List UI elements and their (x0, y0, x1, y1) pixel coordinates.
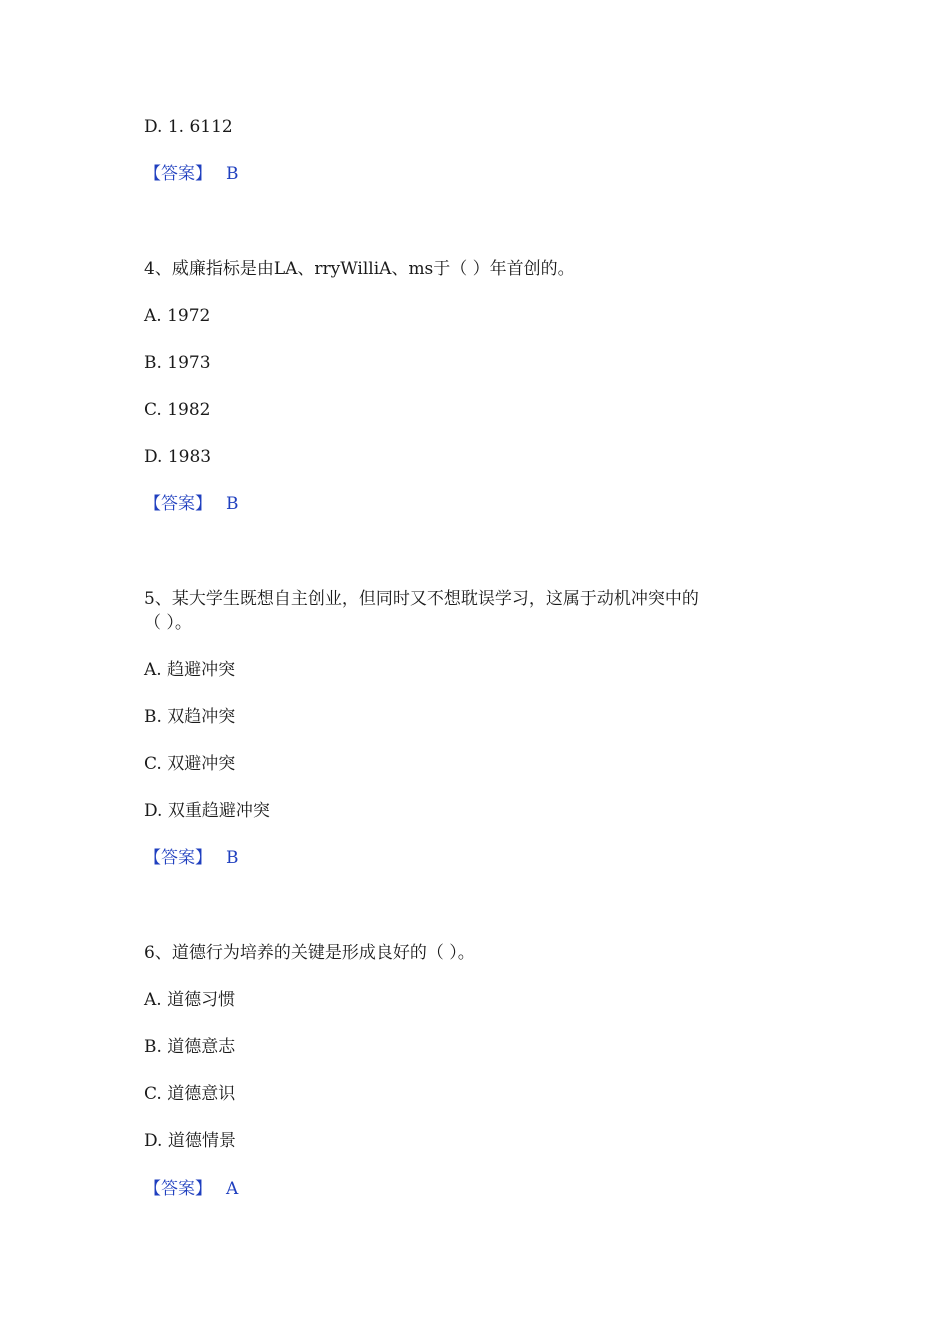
top-option-d: D. 1. 6112 (144, 117, 233, 137)
question-5-option-d: D. 双重趋避冲突 (144, 801, 270, 821)
top-answer (144, 163, 239, 185)
question-4-stem: 4、威廉指标是由LA、rryWilliA、ms于（ ）年首创的。 (144, 259, 575, 279)
question-6-option-a: A. 道德习惯 (144, 990, 236, 1010)
question-4-answer (144, 493, 239, 515)
question-6-option-b: B. 道德意志 (144, 1037, 236, 1057)
question-4-option-b: B. 1973 (144, 353, 211, 373)
answer-label: 【答案】 (144, 1179, 212, 1199)
question-4-option-a: A. 1972 (144, 306, 211, 326)
question-6-answer (144, 1178, 238, 1200)
answer-label: 【答案】 (144, 848, 212, 868)
question-4-option-d: D. 1983 (144, 447, 212, 467)
answer-value: B (226, 494, 239, 514)
question-5-stem-line-2: （ ）。 (144, 613, 192, 633)
answer-value: B (226, 164, 239, 184)
question-5-option-c: C. 双避冲突 (144, 754, 236, 774)
question-5-answer (144, 847, 239, 869)
question-5-option-b: B. 双趋冲突 (144, 707, 236, 727)
answer-value: B (226, 848, 239, 868)
answer-label: 【答案】 (144, 164, 212, 184)
question-5-option-a: A. 趋避冲突 (144, 660, 236, 680)
question-5-stem-line-1: 5、某大学生既想自主创业，但同时又不想耽误学习，这属于动机冲突中的 (144, 589, 699, 609)
question-6-option-c: C. 道德意识 (144, 1084, 236, 1104)
answer-value: A (226, 1179, 239, 1199)
answer-label: 【答案】 (144, 494, 212, 514)
question-6-stem: 6、道德行为培养的关键是形成良好的（ ）。 (144, 943, 475, 963)
question-4-option-c: C. 1982 (144, 400, 211, 420)
question-6-option-d: D. 道德情景 (144, 1131, 236, 1151)
